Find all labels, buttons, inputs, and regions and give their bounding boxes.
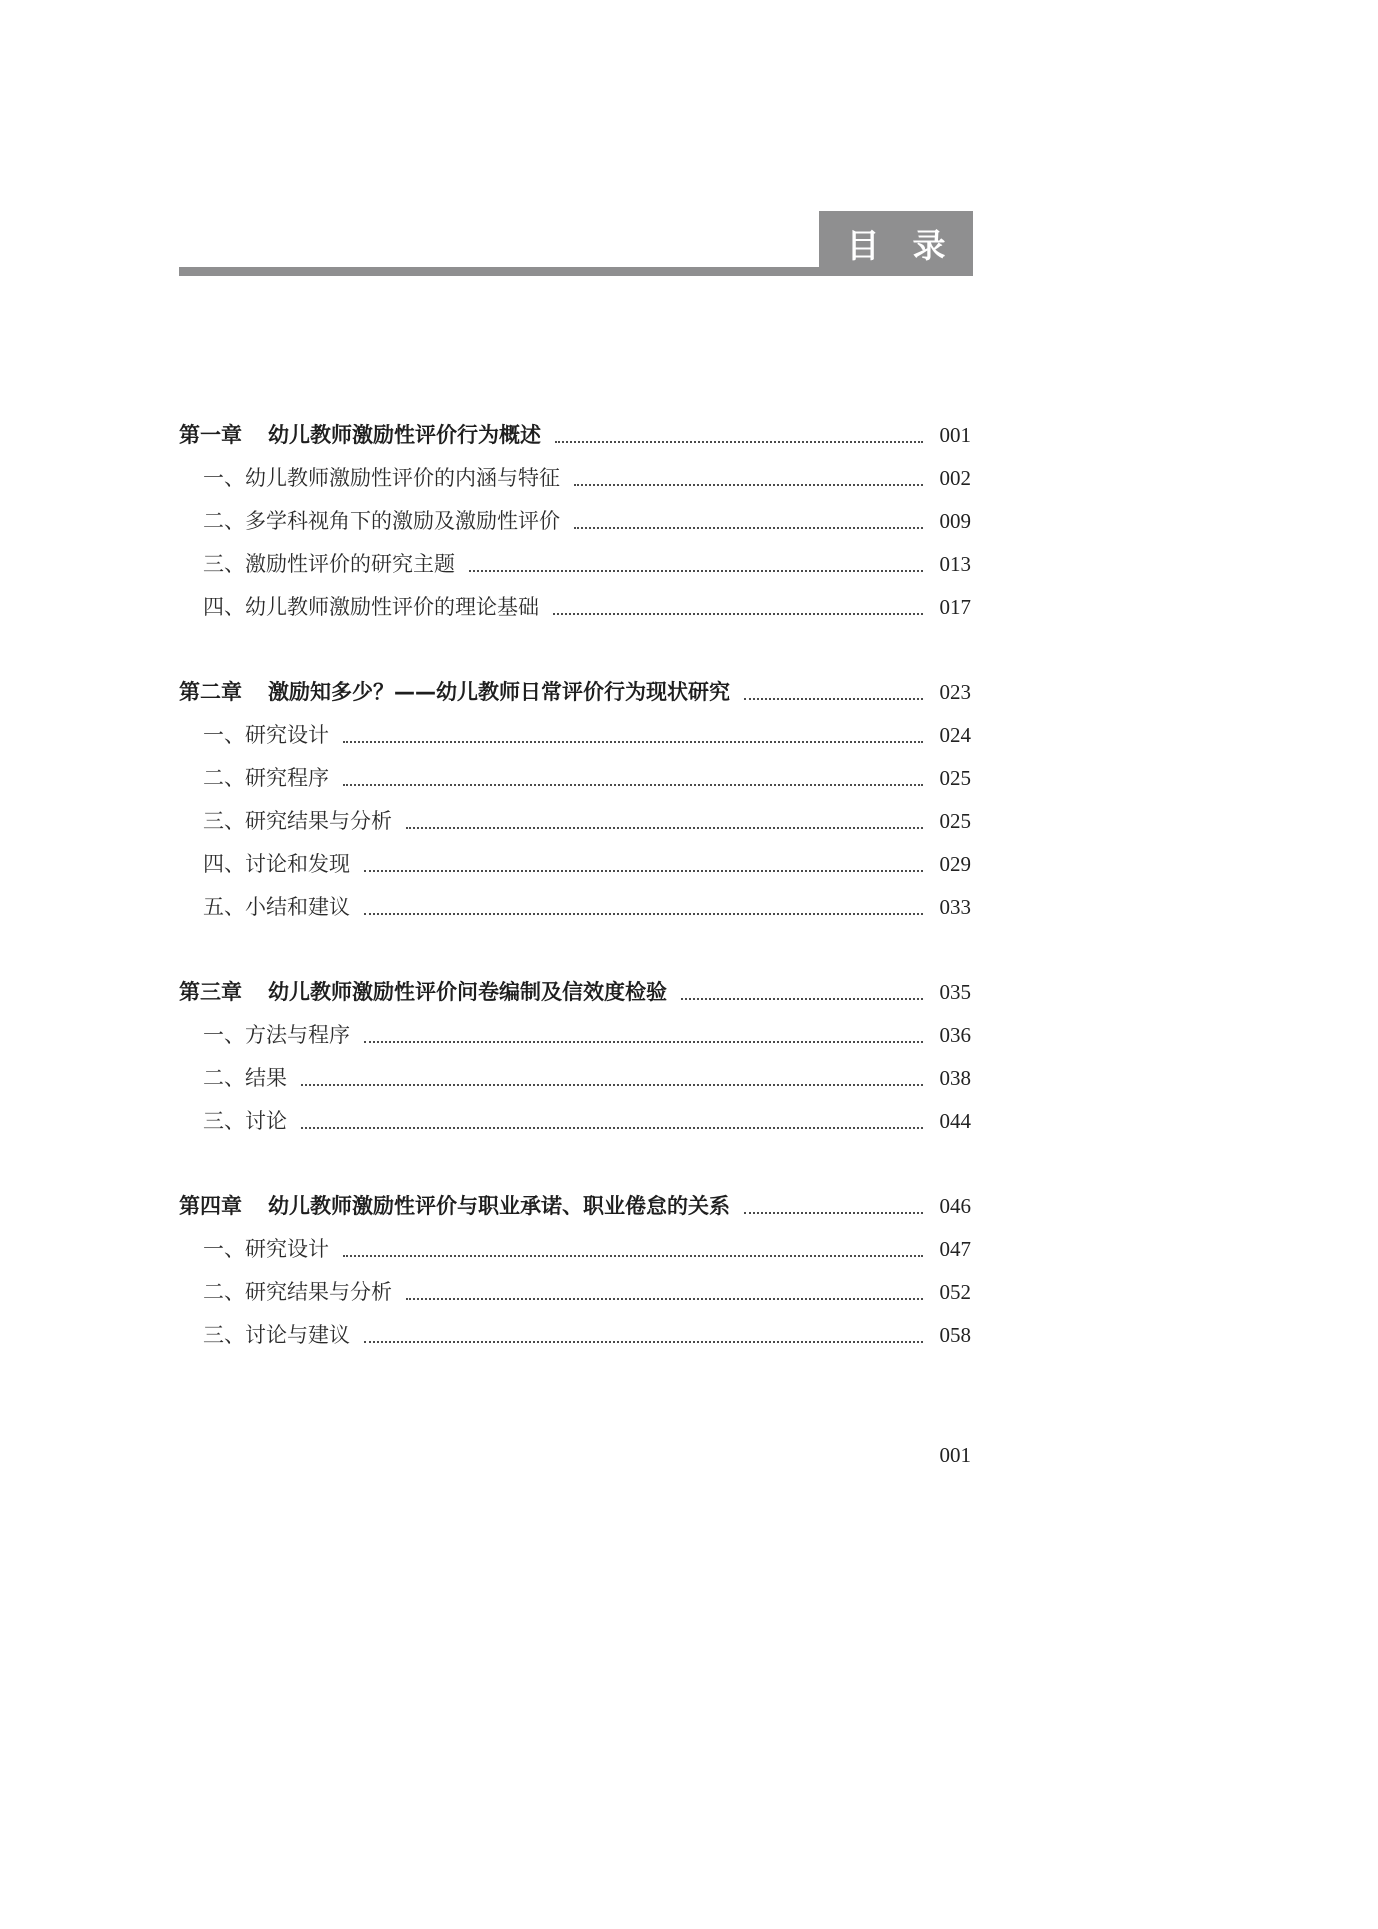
table-of-contents [179,414,971,1357]
section-title: 二、研究程序 [203,766,329,790]
section-entry[interactable] [179,800,971,843]
section-title: 三、激励性评价的研究主题 [203,552,455,576]
dot-leader [553,613,923,615]
chapter-label: 第二章 [179,680,242,704]
section-title: 一、研究设计 [203,723,329,747]
dot-leader [744,1212,923,1214]
dot-leader [343,1255,923,1257]
chapter-title: 幼儿教师激励性评价行为概述 [268,423,541,447]
section-title: 四、幼儿教师激励性评价的理论基础 [203,595,539,619]
toc-heading [819,211,973,276]
section-entry[interactable] [179,886,971,929]
page-number: 058 [939,1323,971,1347]
chapter-entry[interactable] [179,671,971,714]
dot-leader [469,570,923,572]
section-entry[interactable] [179,757,971,800]
page-number: 013 [939,552,971,576]
section-entry[interactable] [179,1057,971,1100]
dot-leader [343,741,923,743]
chapter-label: 第四章 [179,1194,242,1218]
footer-page-number: 001 [939,1443,971,1467]
section-entry[interactable] [179,1314,971,1357]
section-title: 二、结果 [203,1066,287,1090]
dot-leader [364,1041,923,1043]
dot-leader [364,1341,923,1343]
chapter-block-1 [179,414,971,629]
page-number: 002 [939,466,971,490]
section-title: 三、讨论与建议 [203,1323,350,1347]
chapter-entry[interactable] [179,971,971,1014]
page-number: 009 [939,509,971,533]
page-number: 038 [939,1066,971,1090]
page-number: 024 [939,723,971,747]
page-number: 036 [939,1023,971,1047]
chapter-title: 幼儿教师激励性评价问卷编制及信效度检验 [268,980,667,1004]
chapter-entry[interactable] [179,414,971,457]
dot-leader [406,1298,923,1300]
section-entry[interactable] [179,543,971,586]
dot-leader [343,784,923,786]
toc-heading-text: 目 录 [846,226,946,265]
dot-leader [574,484,923,486]
section-title: 三、研究结果与分析 [203,809,392,833]
page-number: 025 [939,809,971,833]
section-entry[interactable] [179,1100,971,1143]
section-title: 四、讨论和发现 [203,852,350,876]
page-number: 052 [939,1280,971,1304]
page-number: 047 [939,1237,971,1261]
section-entry[interactable] [179,843,971,886]
chapter-label: 第三章 [179,980,242,1004]
section-entry[interactable] [179,714,971,757]
section-entry[interactable] [179,1014,971,1057]
page-number: 001 [939,423,971,447]
section-title: 五、小结和建议 [203,895,350,919]
section-title: 一、幼儿教师激励性评价的内涵与特征 [203,466,560,490]
page-number: 033 [939,895,971,919]
chapter-block-4 [179,1185,971,1357]
chapter-block-3 [179,971,971,1143]
section-entry[interactable] [179,500,971,543]
chapter-entry[interactable] [179,1185,971,1228]
page-number: 046 [939,1194,971,1218]
section-entry[interactable] [179,1271,971,1314]
page-number: 044 [939,1109,971,1133]
section-entry[interactable] [179,457,971,500]
section-title: 一、研究设计 [203,1237,329,1261]
dot-leader [574,527,923,529]
dot-leader [364,913,923,915]
chapter-title: 激励知多少？——幼儿教师日常评价行为现状研究 [268,680,730,704]
dot-leader [301,1127,923,1129]
chapter-label: 第一章 [179,423,242,447]
section-title: 一、方法与程序 [203,1023,350,1047]
dot-leader [301,1084,923,1086]
dot-leader [555,441,923,443]
page-number: 035 [939,980,971,1004]
page-number: 025 [939,766,971,790]
dot-leader [744,698,923,700]
page-number: 029 [939,852,971,876]
page-number: 017 [939,595,971,619]
section-entry[interactable] [179,586,971,629]
section-entry[interactable] [179,1228,971,1271]
section-title: 三、讨论 [203,1109,287,1133]
chapter-block-2 [179,671,971,929]
chapter-title: 幼儿教师激励性评价与职业承诺、职业倦怠的关系 [268,1194,730,1218]
page-number: 023 [939,680,971,704]
dot-leader [406,827,923,829]
dot-leader [681,998,923,1000]
section-title: 二、多学科视角下的激励及激励性评价 [203,509,560,533]
dot-leader [364,870,923,872]
section-title: 二、研究结果与分析 [203,1280,392,1304]
